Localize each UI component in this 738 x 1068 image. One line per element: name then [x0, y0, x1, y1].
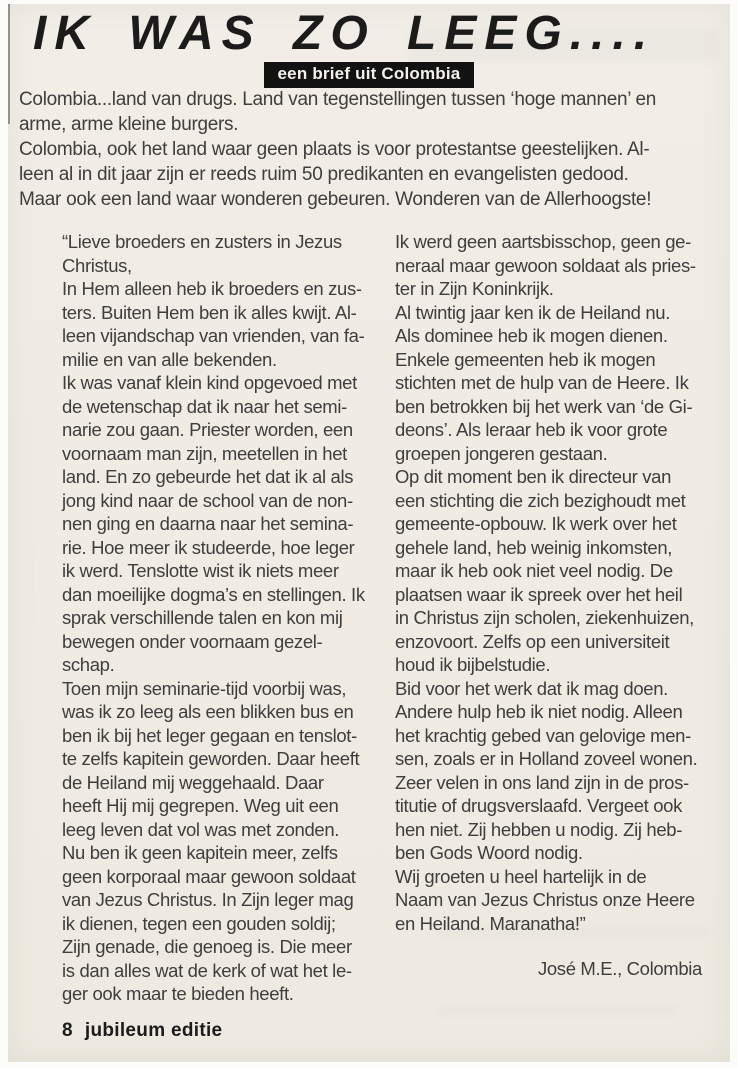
- bleed-through-smudge: [438, 1004, 678, 1016]
- text-line: bewegen onder voornaam gezel-: [62, 630, 323, 652]
- text-line: is dan alles wat de kerk of wat het le-: [62, 959, 352, 981]
- text-line: Ik was vanaf klein kind opgevoed met: [62, 372, 357, 393]
- text-line: arme, arme kleine burgers.: [19, 114, 239, 135]
- text-line: Zeer velen in ons land zijn in de pros-: [395, 771, 689, 793]
- text-line: Bid voor het werk dat ik mag doen.: [395, 677, 668, 699]
- text-line: Toen mijn seminarie-tijd voorbij was,: [62, 677, 347, 699]
- text-line: jong kind naar de school van de non-: [62, 489, 353, 511]
- text-line: sen, zoals er in Holland zoveel wonen.: [395, 748, 698, 769]
- text-line: neraal maar gewoon soldaat als pries-: [395, 254, 696, 276]
- text-line: stichten met de hulp van de Heere. Ik: [395, 372, 689, 393]
- page-number: 8: [62, 1020, 73, 1041]
- edition-label: jubileum editie: [84, 1020, 223, 1041]
- text-line: ik werd. Tenslotte wist ik niets meer: [62, 560, 339, 581]
- text-line: “Lieve broeders en zusters in Jezus: [62, 231, 342, 252]
- text-line: gemeente-opbouw. Ik werk over het: [395, 513, 677, 534]
- letter-column-right: [395, 230, 714, 1006]
- text-line: maar ik heb ook niet veel nodig. De: [395, 560, 673, 581]
- text-line: plaatsen waar ik spreek over het heil: [395, 583, 683, 605]
- letter-column-right-text: [395, 230, 714, 935]
- text-line: ben ik bij het leger gegaan en tenslot-: [62, 724, 357, 746]
- text-line: milie en van alle bekenden.: [62, 348, 277, 370]
- text-line: ter in Zijn Koninkrijk.: [395, 278, 554, 299]
- text-line: ger ook maar te bieden heeft.: [62, 983, 294, 1004]
- text-line: hen niet. Zij hebben u nodig. Zij heb-: [395, 818, 683, 840]
- text-line: een stichting die zich bezighoudt met: [395, 489, 686, 511]
- article-title: IK WAS ZO LEEG....: [33, 7, 656, 60]
- text-line: deons’. Als leraar heb ik voor grote: [395, 419, 668, 440]
- text-line: Zijn genade, die genoeg is. Die meer: [62, 936, 352, 957]
- text-line: Nu ben ik geen kapitein meer, zelfs: [62, 842, 338, 863]
- letter-column-left: [62, 230, 381, 1006]
- text-line: titutie of drugsverslaafd. Vergeet ook: [395, 795, 682, 816]
- text-line: Als dominee heb ik mogen dienen.: [395, 325, 668, 346]
- text-line: de Heiland mij weggehaald. Daar: [62, 771, 324, 793]
- text-line: enzovoort. Zelfs op een universiteit: [395, 630, 670, 652]
- text-line: was ik zo leeg als een blikken bus en: [62, 701, 354, 722]
- text-line: ben betrokken bij het werk van ‘de Gi-: [395, 395, 693, 417]
- text-line: sprak verschillende talen en kon mij: [62, 607, 343, 628]
- magazine-page: [8, 4, 730, 1062]
- text-line: ben Gods Woord nodig.: [395, 842, 583, 863]
- text-line: Andere hulp heb ik niet nodig. Alleen: [395, 701, 683, 722]
- text-line: Op dit moment ben ik directeur van: [395, 466, 672, 487]
- text-line: in Christus zijn scholen, ziekenhuizen,: [395, 607, 694, 628]
- text-line: leen vijandschap van vrienden, van fa-: [62, 325, 365, 346]
- text-line: ik dienen, tegen een gouden soldij;: [62, 912, 336, 934]
- text-line: nen ging en daarna naar het semina-: [62, 513, 354, 534]
- text-line: Naam van Jezus Christus onze Heere: [395, 889, 695, 910]
- page-footer: [62, 1020, 222, 1042]
- text-line: groepen jongeren gestaan.: [395, 442, 608, 464]
- text-line: Christus,: [62, 254, 132, 276]
- letter-signature: José M.E., Colombia: [537, 958, 702, 979]
- subtitle-row: [8, 62, 730, 88]
- text-line: van Jezus Christus. In Zijn leger mag: [62, 889, 354, 910]
- text-line: schap.: [62, 654, 115, 675]
- text-line: Colombia...land van drugs. Land van tegenstellingen tussen ‘hoge mannen’ en: [19, 89, 656, 110]
- text-line: rie. Hoe meer ik studeerde, hoe leger: [62, 536, 355, 558]
- text-line: te zelfs kapitein geworden. Daar heeft: [62, 748, 360, 769]
- text-line: Maar ook een land waar wonderen gebeuren. Wonderen van de Allerhoogste!: [19, 189, 652, 210]
- text-line: gehele land, heb weinig inkomsten,: [395, 536, 673, 558]
- text-line: narie zou gaan. Priester worden, een: [62, 419, 353, 440]
- text-line: Colombia, ook het land waar geen plaats is voor protestantse geestelijken. Al-: [19, 139, 650, 160]
- text-line: Al twintig jaar ken ik de Heiland nu.: [395, 301, 670, 323]
- text-line: leeg leven dat vol was met zonden.: [62, 818, 340, 840]
- letter-columns: [62, 230, 714, 1006]
- text-line: en Heiland. Maranatha!”: [395, 912, 586, 934]
- intro-paragraph: [19, 87, 725, 212]
- text-line: Enkele gemeenten heb ik mogen: [395, 348, 656, 370]
- text-line: het krachtig gebed van gelovige men-: [395, 724, 691, 746]
- text-line: dan moeilijke dogma’s en stellingen. Ik: [62, 583, 365, 605]
- text-line: heeft Hij mij gegrepen. Weg uit een: [62, 795, 339, 816]
- text-line: leen al in dit jaar zijn er reeds ruim 50 predikanten en evangelisten gedood.: [19, 164, 629, 185]
- text-line: In Hem alleen heb ik broeders en zus-: [62, 278, 362, 299]
- text-line: geen korporaal maar gewoon soldaat: [62, 865, 356, 887]
- text-line: Ik werd geen aartsbisschop, geen ge-: [395, 231, 691, 252]
- text-line: Wij groeten u heel hartelijk in de: [395, 865, 647, 887]
- text-line: houd ik bijbelstudie.: [395, 654, 551, 675]
- text-line: ters. Buiten Hem ben ik alles kwijt. Al-: [62, 301, 357, 323]
- text-line: de wetenschap dat ik naar het semi-: [62, 395, 347, 417]
- subtitle-badge: een brief uit Colombia: [264, 62, 475, 88]
- text-line: land. En zo gebeurde het dat ik al als: [62, 466, 354, 487]
- text-line: voornaam man zijn, meetellen in het: [62, 442, 347, 464]
